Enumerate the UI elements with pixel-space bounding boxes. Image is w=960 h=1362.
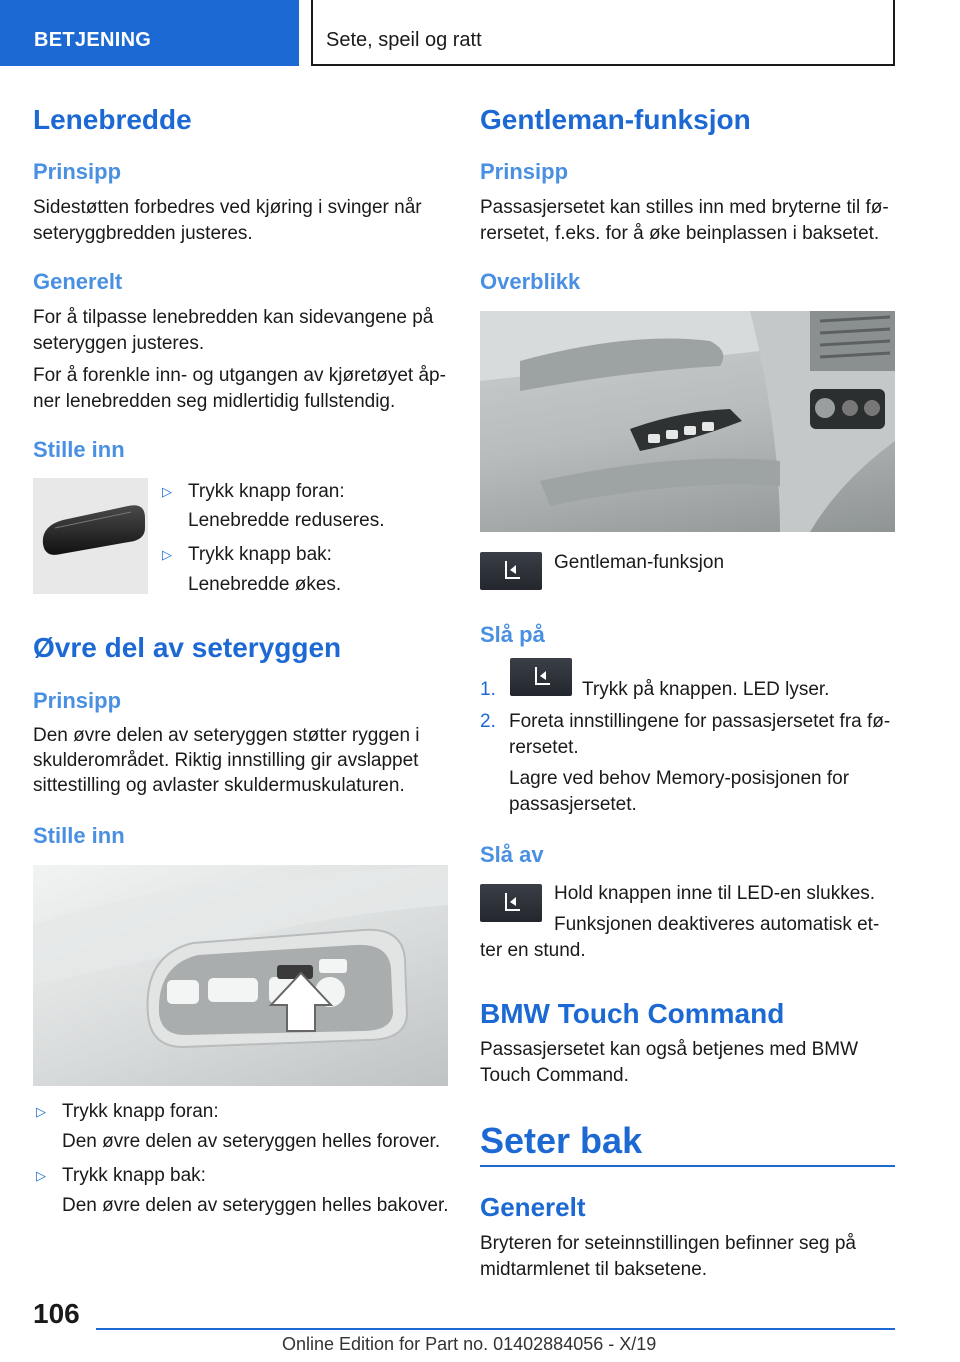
step-number: 1. <box>480 679 496 700</box>
gentleman-button-icon <box>510 658 572 696</box>
seat-controls-image <box>33 865 448 1086</box>
subheading-overblikk: Overblikk <box>480 269 581 294</box>
text-line: seteryggbredden justeres. <box>33 223 253 244</box>
section-tab <box>0 0 299 66</box>
subheading-sla-pa: Slå på <box>480 622 545 647</box>
step-text: Lagre ved behov Memory-posisjonen for <box>509 768 850 789</box>
text-line: rersetet, f.eks. for å øke beinplassen i baksetet. <box>480 223 880 244</box>
triangle-right-icon: ▷ <box>162 547 172 562</box>
bullet-subtext: Lenebredde økes. <box>188 574 342 595</box>
bullet-subtext: Den øvre delen av seteryggen helles bakover. <box>62 1195 449 1216</box>
chapter-box <box>311 0 895 66</box>
bullet-subtext: Lenebredde reduseres. <box>188 510 385 531</box>
step-number: 2. <box>480 711 496 732</box>
text-line: Bryteren for seteinnstillingen befinner seg på <box>480 1233 857 1254</box>
subheading-prinsipp: Prinsipp <box>33 159 122 184</box>
subheading-stille-inn: Stille inn <box>33 823 125 848</box>
text-line: Sidestøtten forbedres ved kjøring i svinger når <box>33 197 422 218</box>
heading-gentleman: Gentleman-funksjon <box>480 104 751 135</box>
heading-lenebredde: Lenebredde <box>33 104 192 135</box>
text-line: Passasjersetet kan stilles inn med bryterne til fø- <box>480 197 889 218</box>
footer-edition: Online Edition for Part no. 01402884056 - X/19 <box>282 1334 657 1354</box>
subheading-prinsipp: Prinsipp <box>480 159 569 184</box>
text-line: For å forenkle inn- og utgangen av kjøretøyet åp- <box>33 365 446 386</box>
text-line: sittestilling og avlaster skuldermuskulaturen. <box>33 775 405 796</box>
triangle-right-icon: ▷ <box>36 1168 46 1183</box>
bullet-text: Trykk knapp bak: <box>62 1165 206 1186</box>
footer-rule <box>96 1328 895 1330</box>
subheading-prinsipp: Prinsipp <box>33 688 122 713</box>
chapter-label: Sete, speil og ratt <box>326 29 482 51</box>
heading-seter-bak: Seter bak <box>480 1120 643 1161</box>
gentleman-button-icon <box>480 552 542 590</box>
heading-ovre-del: Øvre del av seteryggen <box>33 632 342 663</box>
subheading-sla-av: Slå av <box>480 842 544 867</box>
heading-rule <box>480 1165 895 1167</box>
section-label: BETJENING <box>34 29 152 51</box>
text-line: skulderområdet. Riktig innstilling gir avslappet <box>33 750 419 771</box>
page-number: 106 <box>33 1298 80 1329</box>
text-line: seteryggen justeres. <box>33 333 205 354</box>
text-line: ner lenebredden seg midlertidig fullstendig. <box>33 391 396 412</box>
text-line: Passasjersetet kan også betjenes med BMW <box>480 1039 859 1060</box>
heading-touch-command: BMW Touch Command <box>480 998 785 1029</box>
bullet-text: Trykk knapp foran: <box>62 1101 219 1122</box>
text-line: ter en stund. <box>480 940 586 961</box>
step-text: Foreta innstillingene for passasjersetet fra fø- <box>509 711 891 732</box>
bullet-text: Trykk knapp bak: <box>188 544 332 565</box>
gentleman-button-icon <box>480 884 542 922</box>
triangle-right-icon: ▷ <box>162 484 172 499</box>
subheading-stille-inn: Stille inn <box>33 437 125 462</box>
subheading-generelt: Generelt <box>480 1192 586 1222</box>
text-line: midtarmlenet til baksetene. <box>480 1259 708 1280</box>
icon-caption: Gentleman-funksjon <box>554 552 725 573</box>
subheading-generelt: Generelt <box>33 269 123 294</box>
door-panel-image <box>480 311 895 532</box>
triangle-right-icon: ▷ <box>36 1104 46 1119</box>
step-text: rersetet. <box>509 737 579 758</box>
bullet-subtext: Den øvre delen av seteryggen helles forover. <box>62 1131 441 1152</box>
step-text: Trykk på knappen. LED lyser. <box>582 679 830 700</box>
bullet-text: Trykk knapp foran: <box>188 481 345 502</box>
text-line: Hold knappen inne til LED-en slukkes. <box>554 883 876 904</box>
text-line: Funksjonen deaktiveres automatisk et- <box>554 914 880 935</box>
side-bolster-button-image <box>33 478 148 594</box>
text-line: Touch Command. <box>480 1065 629 1086</box>
text-line: Den øvre delen av seteryggen støtter ryggen i <box>33 725 420 746</box>
step-text: passasjersetet. <box>509 794 637 815</box>
text-line: For å tilpasse lenebredden kan sidevangene på <box>33 307 434 328</box>
